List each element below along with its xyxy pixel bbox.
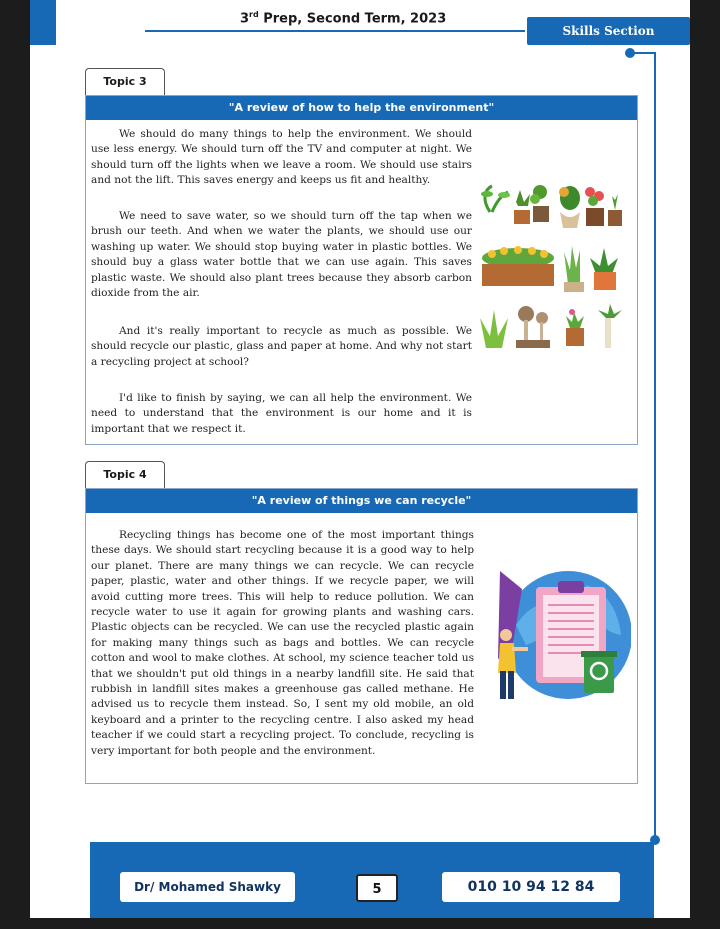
topic-4-heading: "A review of things we can recycle" <box>86 489 637 513</box>
header-underline <box>145 30 525 32</box>
topic-3-box <box>85 95 638 445</box>
phone-number: 010 10 94 12 84 <box>442 872 620 902</box>
topic-4-tab: Topic 4 <box>85 461 165 488</box>
topic-3-paragraph-1: We should do many things to help the environment. We should use less energy. We should turn off the TV and computer at night. We should turn off the lights when we leave a room. We should use stairs and not the lift. This saves energy and keeps us fit and healthy. <box>91 128 472 187</box>
topic-4-box <box>85 488 638 784</box>
topic-3-paragraph-2: We need to save water, so we should turn off the tap when we brush our teeth. And when we water the plants, we should use our washing up water. We should stop buying water in plastic bottles. We should buy a glass water bottle that we can use again. This saves plastic waste. We should also plant trees because they absorb carbon dioxide from the air. <box>91 210 472 300</box>
section-badge: Skills Section <box>527 17 690 45</box>
topic-3-heading: "A review of how to help the environment" <box>86 96 637 120</box>
side-rail <box>654 52 656 842</box>
author-label: Dr/ Mohamed Shawky <box>120 872 295 902</box>
topic-3-tab: Topic 3 <box>85 68 165 95</box>
potted-plants-icon <box>478 182 628 362</box>
corner-decoration <box>30 0 56 45</box>
recycling-clipboard-icon <box>496 565 631 705</box>
page-title: 3rd Prep, Second Term, 2023 <box>240 10 447 27</box>
topic-3-paragraph-4: I'd like to finish by saying, we can all help the environment. We need to understand that the environment is our home and it is important that we respect it. <box>91 392 472 435</box>
topic-3-paragraph-3: And it's really important to recycle as much as possible. We should recycle our plastic, glass and paper at home. And why not start a recycling project at school? <box>91 325 472 368</box>
page-footer <box>90 842 654 918</box>
worksheet-page <box>30 0 690 918</box>
side-dot-top <box>625 48 635 58</box>
topic-4-paragraph-1: Recycling things has become one of the most important things these days. We should start recycling because it is a good way to help our planet. There are many things we can recycle. We can recycle paper, plastic, water and other things. If we recycle paper, we will avoid cutting more trees. This will help to reduce pollution. We can recycle water to use it again for growing plants and washing cars. Plastic objects can be recycled. We can use the recycled plastic again for making many things such as bags and bottles. We can recycle cotton and wool to make clothes. At school, my science teacher told us that we shouldn't put old things in a nearby landfill site. He said that rubbish in landfill sites makes a greenhouse gas called methane. He advised us to recycle them instead. So, I sent my old mobile, an old keyboard and a printer to the recycling centre. I also asked my head teacher if we could start a recycling project. To conclude, recycling is very important for both people and the environment. <box>91 529 474 757</box>
page-number: 5 <box>356 874 398 902</box>
